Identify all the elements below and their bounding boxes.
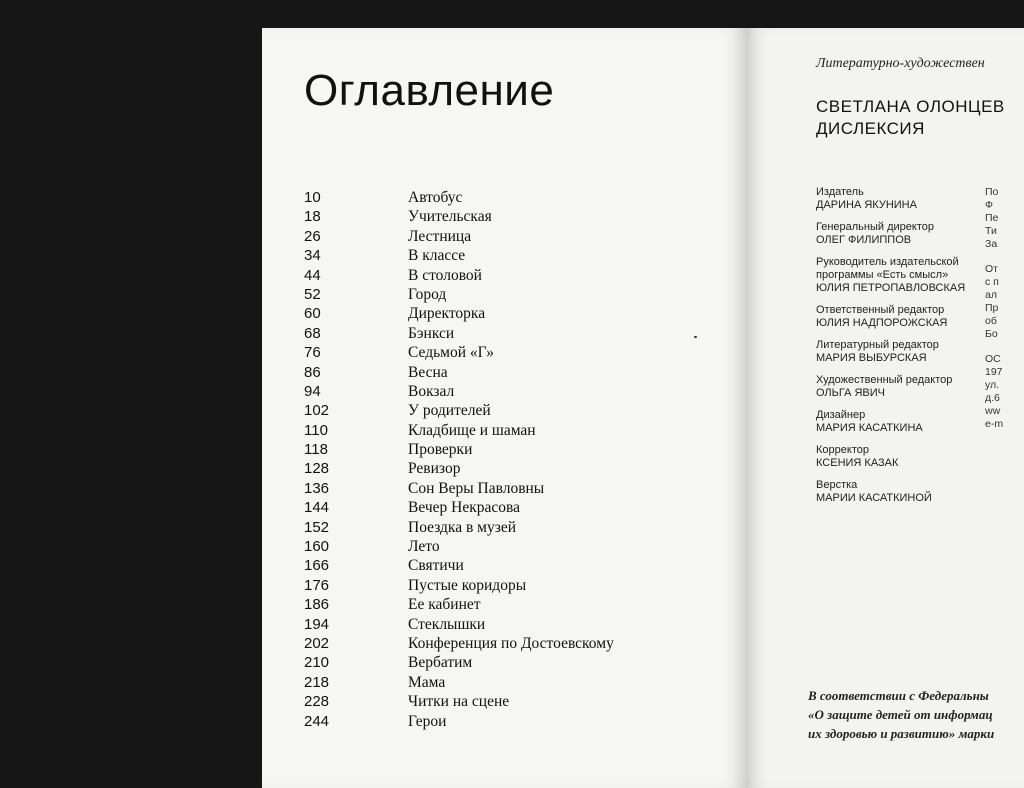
toc-chapter-title: В столовой [408,266,482,284]
imprint-column-cut [985,186,1024,431]
imprint-fragment: По [985,186,999,198]
credit-item [816,339,965,365]
credit-item [816,374,965,400]
credit-name: ОЛЕГ ФИЛИППОВ [816,234,912,246]
imprint-fragment: ул. [985,379,1000,391]
credit-name: МАРИЯ ВЫБУРСКАЯ [816,352,927,364]
page-title: Оглавление [304,66,555,115]
imprint-fragment: ww [985,405,1001,417]
credit-item [816,186,965,212]
paper-speck [694,336,697,338]
toc-chapter-title: Лето [408,538,440,556]
toc-chapter-title: Вечер Некрасова [408,499,520,517]
toc-chapter-title: Ее кабинет [408,596,481,614]
credit-role: Издатель [816,186,864,198]
toc-page-number: 86 [304,363,321,381]
toc-page-number: 102 [304,402,330,420]
toc-chapter-title: Вербатим [408,654,473,672]
toc-page-number: 186 [304,596,330,614]
credit-role: Дизайнер [816,409,866,421]
toc-chapter-title: В классе [408,247,466,265]
toc-page-number: 136 [304,479,330,497]
series-subtitle: Литературно-художествен [816,56,985,71]
toc-page-number: 194 [304,615,330,633]
imprint-fragment: e-m [985,418,1004,430]
imprint-fragment: За [985,238,998,250]
toc-page-number: 18 [304,208,321,226]
notice-line: их здоровью и развитию» марки [808,726,995,741]
toc-chapter-title: Весна [408,363,448,381]
credit-item [816,479,965,505]
credit-role: Корректор [816,444,869,456]
credit-name: ОЛЬГА ЯВИЧ [816,387,886,399]
toc-chapter-title: Вокзал [408,382,455,400]
toc-chapter-title: Мама [408,673,446,691]
toc-chapter-title: Директорка [408,305,486,323]
credit-role: Литературный редактор [816,339,939,351]
toc-chapter-title: Конференция по Достоевскому [408,634,614,652]
toc-chapter-title: Стеклышки [408,615,486,633]
imprint-fragment: д.6 [985,392,1000,404]
toc-chapter-title: Святичи [408,557,464,575]
imprint-fragment: Ти [985,225,997,237]
toc-page-number: 76 [304,344,321,362]
book-title: ДИСЛЕКСИЯ [816,119,925,138]
toc-page-number: 118 [304,441,328,459]
credit-role: Руководитель издательской [816,256,959,268]
toc-chapter-title: Автобус [408,189,463,206]
toc-page-number: 94 [304,382,321,400]
toc-chapter-title: Ревизор [408,460,461,478]
toc-chapter-title: Герои [408,712,447,730]
credit-name: МАРИЯ КАСАТКИНА [816,422,923,434]
credit-name: ЮЛИЯ НАДПОРОЖСКАЯ [816,317,948,329]
toc-chapter-title: Сон Веры Павловны [408,479,545,497]
imprint-fragment: Пр [985,302,999,314]
toc-chapter-title: У родителей [408,402,491,420]
credit-role: Художественный редактор [816,374,953,386]
toc-page-number: 210 [304,654,330,672]
credit-name: КСЕНИЯ КАЗАК [816,457,899,469]
imprint-fragment: об [985,315,997,327]
toc-page-number: 202 [304,634,330,652]
toc-page-number: 60 [304,305,321,323]
imprint-fragment: От [985,263,998,275]
toc-chapter-title: Город [408,285,447,303]
notice-line: В соответствии с Федеральны [808,688,989,703]
credit-role: Ответственный редактор [816,304,945,316]
imprint-fragment: Ф [985,199,993,211]
author-title-block [816,96,1005,140]
credit-item [816,304,965,330]
credit-name: МАРИИ КАСАТКИНОЙ [816,492,932,504]
imprint-fragment: Бо [985,328,998,340]
credit-item [816,409,965,435]
credit-item [816,256,965,295]
credit-item [816,444,965,470]
toc-chapter-title: Кладбище и шаман [408,421,536,439]
toc-chapter-title: Пустые коридоры [408,576,527,594]
toc-page-number: 160 [304,538,330,556]
credit-role: Генеральный директор [816,221,934,233]
imprint-fragment: ал [985,289,997,301]
toc-page-number: 228 [304,693,330,711]
toc-chapter-title: Седьмой «Г» [408,344,494,362]
toc-page-number: 176 [304,576,330,594]
toc-page-number: 110 [304,421,328,439]
toc-page-number: 244 [304,712,330,730]
toc-page-number: 26 [304,227,321,245]
credit-role-line2: программы «Есть смысл» [816,269,949,281]
age-rating-notice [808,686,1024,743]
credit-role: Верстка [816,479,858,491]
notice-line: «О защите детей от информац [808,707,993,722]
credit-name: ДАРИНА ЯКУНИНА [816,199,917,211]
toc-page-number: 52 [304,285,321,303]
toc-page-number: 152 [304,518,330,536]
toc-page-number: 166 [304,557,330,575]
toc-chapter-title: Читки на сцене [408,693,510,711]
toc-page-number: 10 [304,189,321,206]
toc-page-number: 144 [304,499,330,517]
toc-page-number: 218 [304,673,330,691]
toc-chapter-title: Учительская [408,208,492,226]
toc-chapter-title: Проверки [408,441,473,459]
author-name: СВЕТЛАНА ОЛОНЦЕВ [816,97,1005,116]
imprint-fragment: с п [985,276,999,288]
toc-chapter-title: Поездка в музей [408,518,517,536]
toc-page-number: 34 [304,247,321,265]
imprint-fragment: 197 [985,366,1003,378]
imprint-fragment: Пе [985,212,999,224]
right-page [748,28,1024,788]
credits-list [816,186,965,514]
credit-name: ЮЛИЯ ПЕТРОПАВЛОВСКАЯ [816,282,966,294]
toc-page-number: 44 [304,266,321,284]
toc-chapter-title: Лестница [408,227,472,245]
toc-page-number: 68 [304,324,321,342]
credit-item [816,221,965,247]
imprint-fragment: ОС [985,353,1001,365]
toc-page-number: 128 [304,460,330,478]
toc-chapter-title: Бэнкси [408,324,455,342]
